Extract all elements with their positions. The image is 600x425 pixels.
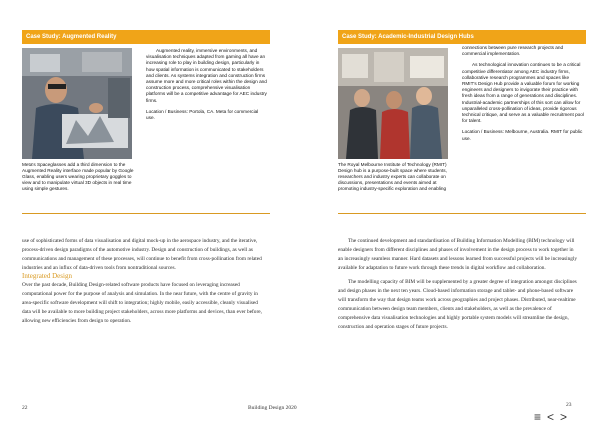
section-heading: Integrated Design — [22, 272, 72, 281]
case-study-title: Case Study: Augmented Reality — [22, 30, 270, 44]
case-study-paragraph: Augmented reality, immersive environments, and visualisation techniques adapted from gaming all have an increasing role to play in building design, particularly in how spatial information is communicated to stakeholders and clients. As systems integration and construction firms assume more and more critical roles within the design and construction process, comprehensive visualisation platforms will be a competitive advantage for AEC industry firms. — [146, 48, 267, 103]
menu-icon[interactable]: ≡ — [534, 410, 542, 424]
page-navigation — [534, 412, 567, 422]
right-body-column — [338, 237, 578, 331]
augmented-reality-photo — [22, 48, 132, 159]
next-page-icon[interactable]: > — [560, 410, 568, 424]
case-study-text — [146, 48, 268, 126]
photo-caption: The Royal Melbourne Institute of Technology (RMIT) Design hub is a purpose-built space where students, researchers and industry experts can collaborate on discussions, presentations and events aimed at promoting industry-specific exploration and enabling — [338, 162, 447, 191]
design-hub-photo — [338, 48, 448, 159]
case-study-augmented-reality — [22, 30, 270, 214]
photo-caption: Meta's Spaceglasses add a third dimension to the Augmented Reality interface made popular by Google Glass, enabling users wearing proprietary goggles to view and to manipulate virtual 3D objects in real time using simple gestures. — [22, 162, 134, 191]
body-paragraph: The continued development and standardisation of Building Information Modelling (BIM) technology will enable designers from different disciplines and phases of involvement in the design process to work together in an increasingly seamless manner. Hard datasets and lessons learned from successful projects will be increasingly available for adaptation to future work through these trends in digital workflow and collaboration. — [338, 238, 578, 271]
left-body-column — [22, 237, 262, 326]
body-paragraph: Over the past decade, Building Design-related software products have focused on leveraging increased computational power for the purpose of analysis and simulation. In the near future, with the centre of gravity in area-specific software development will shift to integration; highly mobile, easily accessible, cleanly visualised data will be available to more building project stakeholders, across more platforms and devices, than ever before, allowing new efficiencies from design to operation. — [22, 282, 262, 324]
case-study-paragraph-2: As technological innovation continues to be a critical competitive differentiator among AEC industry firms, collaborative research programmes and spaces like RMIT's Design Hub provide a valuable forum for working engineers and designers to invigorate their practice with fresh ideas from a range of generations and disciplines. Industrial-academic partnerships of this sort can allow for unparalleled cross-pollination of ideas, provide rigorous technical critique, and serve as a valuable recruitment pool for talent. — [462, 62, 584, 124]
case-study-design-hubs — [338, 30, 586, 214]
body-paragraph: use of sophisticated forms of data visualisation and digital mock-up in the aerospace industry, and the iterative, process-driven design paradigms of the automotive industry. Design and construction of buildings, as well as communications and management of these processes, will continue to benefit from cross-pollination from related industries and an influx of data-driven tools from nontraditional sources. — [22, 238, 262, 271]
case-study-text — [462, 45, 584, 147]
publication-title: Building Design 2020 — [248, 405, 297, 411]
case-study-paragraph-1: connections between pure research projects and commercial implementation. — [462, 45, 564, 57]
body-paragraph: The modelling capacity of BIM will be supplemented by a greater degree of integration amongst disciplines and design phases in the next ten years. Cloud-based information storage and tablet- and phone-based software will transform the way that design teams work across geographies and project phases. Distributed, near-realtime communication between design team members, clients and stakeholders, as well as the prevalence of comprehensive data visualisation technologies and highly portable system models will streamline the design, construction and operation stages of future projects. — [338, 279, 577, 330]
case-study-title: Case Study: Academic-Industrial Design Hubs — [338, 30, 586, 44]
page-number-left: 22 — [22, 405, 28, 411]
page-number-right: 23 — [566, 402, 572, 408]
case-study-location: Location / Business: Portola, CA. Meta for commercial use. — [146, 108, 259, 121]
case-study-location: Location / Business: Melbourne, Australia. RMIT for public use. — [462, 129, 583, 141]
previous-page-icon[interactable]: < — [547, 410, 555, 424]
